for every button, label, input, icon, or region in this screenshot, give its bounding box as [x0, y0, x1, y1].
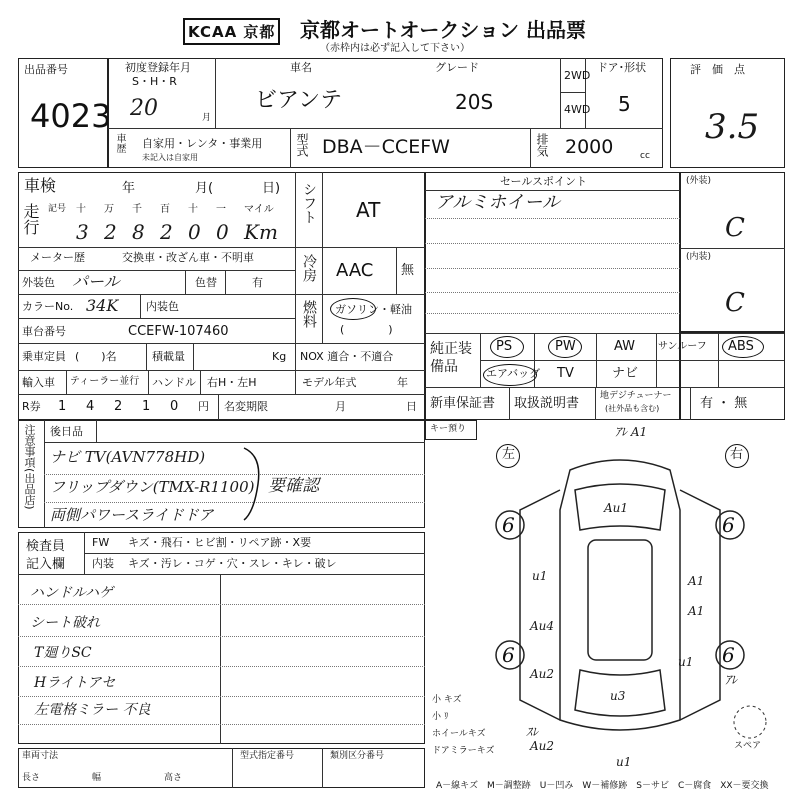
legend-3: ホイールキズ	[432, 729, 486, 739]
hgt-label: 高さ	[164, 773, 183, 783]
note-confirm: 要確認	[268, 476, 319, 496]
ext-color: パール	[72, 272, 120, 291]
svg-text:6: 6	[502, 513, 515, 537]
chassis-label: 車台番号	[22, 325, 66, 338]
mileage-unit: マイル	[244, 204, 274, 215]
cap-label: 乗車定員	[22, 350, 66, 363]
note-line-3: 両側パワースライドドア	[50, 506, 214, 524]
tax-digit: 1	[142, 399, 151, 414]
kind-label: 車歴	[114, 133, 125, 153]
fw-items: キズ・飛石・ヒビ割・リペア跡・X要	[128, 536, 312, 549]
pw-circle	[548, 336, 582, 358]
mark-5: A1	[688, 604, 705, 618]
after-item: 後日品	[50, 425, 83, 438]
paint-label: 色替	[195, 276, 217, 289]
mark-8: Au2	[530, 667, 555, 681]
len-label: 長さ	[22, 773, 41, 783]
doors-label: ドア･形状	[597, 61, 647, 74]
right-label: 右	[730, 447, 744, 462]
2wd-label: 2WD	[564, 69, 591, 82]
deadline-month: 月	[335, 400, 346, 413]
ac-none: 無	[401, 263, 415, 278]
kind-note: 未記入は自家用	[142, 153, 198, 162]
mark-1: ｱﾚ A1	[615, 425, 648, 439]
equip-sunroof: サンルーフ	[658, 341, 707, 352]
note-line-2: フリップダウン(TMX-R1100)	[50, 478, 255, 496]
checker-label: 検査員記入欄	[26, 539, 66, 572]
reg-label: 初度登録年月	[125, 61, 191, 74]
int-label: (内装)	[686, 252, 712, 262]
paint-value: 有	[252, 276, 263, 289]
mileage-unit: 一	[216, 204, 226, 215]
left-label: 左	[502, 447, 516, 462]
tax-digit: 1	[58, 399, 67, 414]
mileage-digit: 0	[216, 220, 229, 244]
car-name: ビアンテ	[255, 88, 343, 113]
mark-2: Au1	[604, 501, 629, 515]
mark-10: Au2	[530, 739, 555, 753]
damage-codes: A－線キズ M－調整跡 U－凹み W－補修跡 S－サビ C－腐食 XX－要交換	[436, 781, 769, 791]
shaken-year: 年	[122, 181, 136, 196]
abs-circle	[722, 336, 764, 358]
shaken-label: 車検	[24, 176, 57, 195]
grade-label: グレード	[435, 61, 479, 74]
mileage-digit: 2	[160, 220, 173, 244]
mileage-digit: 0	[188, 220, 201, 244]
color-no-label: カラーNo.	[22, 300, 74, 313]
mark-3: u1	[532, 569, 548, 583]
check-line-1: ハンドルハゲ	[30, 585, 114, 601]
shaken-month: 月(	[195, 181, 214, 196]
grade: 20S	[455, 90, 494, 114]
manual: 取扱説明書	[514, 396, 580, 411]
class-no-label: 類別区分番号	[330, 751, 385, 761]
deadline-day: 日	[406, 400, 417, 413]
mileage-unit: 万	[104, 204, 114, 215]
key-label: キー預り	[430, 424, 467, 434]
fuel-value: ガソリン・軽油	[335, 303, 412, 316]
doors: 5	[618, 92, 631, 116]
ps-circle	[490, 336, 524, 358]
tax-yen: 円	[198, 400, 209, 413]
displacement: 2000	[565, 136, 614, 158]
mark-9: u3	[610, 689, 626, 703]
model-year-label: モデル年式	[302, 376, 357, 389]
chassis-number: CCEFW-107460	[128, 324, 229, 339]
header-note: （赤枠内は必ず記入して下さい）	[320, 43, 470, 54]
mark-12: ｽﾚ	[526, 725, 539, 739]
svg-text:6: 6	[722, 513, 735, 537]
reg-era: S・H・R	[132, 75, 177, 88]
check-line-5: 左電格ミラー 不良	[34, 702, 151, 718]
color-no: 34K	[86, 296, 119, 315]
legend-4: ドアミラーキズ	[432, 746, 495, 756]
reg-month-unit: 月	[202, 113, 212, 123]
int-color-label: 内装色	[146, 300, 179, 313]
check-line-3: T廻りSC	[34, 645, 92, 661]
digital-note: (社外品も含む)	[605, 404, 660, 413]
meter-label: メーター歴	[30, 251, 85, 264]
notes-label: 注意事項(出品店)	[23, 424, 36, 510]
tax-digit: 0	[170, 399, 179, 414]
shift-value: AT	[356, 198, 381, 222]
ext-label: (外装)	[686, 176, 712, 186]
equip-ps: PS	[496, 339, 513, 354]
equip-airbag: エアバッグ	[486, 367, 541, 380]
mileage-digit: 2	[104, 220, 117, 244]
tax-digit: 4	[86, 399, 95, 414]
legend-1: 小 キズ	[432, 695, 462, 705]
int-score: C	[725, 288, 745, 318]
cap-paren: ( )名	[75, 350, 117, 363]
legend-2: 小 ﾘ	[432, 712, 449, 722]
import-dealer: ティーラー並行	[70, 376, 140, 387]
ext-color-label: 外装色	[22, 276, 55, 289]
size-label: 車両寸法	[22, 751, 59, 761]
reg-year: 20	[130, 96, 158, 121]
disp-label: 排気	[535, 133, 549, 157]
model-no-label: 型式指定番号	[240, 751, 295, 761]
warranty-book: 新車保証書	[430, 396, 496, 411]
type-label: 型式	[295, 133, 309, 157]
wid-label: 幅	[92, 773, 102, 783]
shift-label: シフト	[301, 182, 317, 224]
nox: NOX 適合・不適合	[300, 350, 394, 363]
score-value: 3.5	[705, 107, 760, 147]
mark-13: ｱﾚ	[725, 673, 738, 687]
kind: 自家用・レンタ・事業用	[142, 137, 263, 150]
fuel-circle	[330, 298, 376, 320]
car-name-label: 車名	[290, 61, 312, 74]
deadline-label: 名変期限	[224, 400, 268, 413]
brace-icon	[240, 446, 270, 522]
page-title: 京都オートオークション 出品票	[300, 18, 586, 42]
mileage-digit: 3	[76, 220, 89, 244]
spare-label: スペア	[734, 741, 762, 751]
ext-score: C	[725, 213, 745, 243]
meter-options: 交換車・改ざん車・不明車	[122, 251, 254, 264]
check-line-4: Hライトアセ	[34, 675, 116, 691]
equip-navi: ナビ	[612, 366, 639, 381]
mileage-unit: 十	[188, 204, 198, 215]
model-year-unit: 年	[397, 376, 408, 389]
shaken-day: 日)	[262, 181, 281, 196]
ac-label: 冷房	[301, 254, 317, 282]
ac-value: AAC	[336, 260, 374, 281]
tuner-yesno: 有 ・ 無	[700, 396, 748, 411]
mark-6: Au4	[530, 619, 555, 633]
mileage-label: 走行	[21, 203, 40, 235]
svg-text:6: 6	[502, 643, 515, 667]
mark-7: u1	[678, 655, 694, 669]
mark-4: A1	[688, 574, 705, 588]
lot-number: 4023	[30, 97, 112, 135]
equip-tv: TV	[557, 366, 574, 381]
tax-label: R券	[22, 400, 41, 413]
in-label: 内装	[92, 557, 114, 570]
spare-tire-icon	[732, 704, 768, 740]
import-label: 輸入車	[22, 376, 55, 389]
load-unit: Kg	[272, 350, 287, 363]
mileage-unit: 百	[160, 204, 170, 215]
digital-tuner: 地デジチューナー	[600, 391, 672, 401]
handle-value: 右H・左H	[207, 376, 257, 389]
check-line-2: シート破れ	[30, 615, 100, 631]
type: DBA－CCEFW	[322, 136, 450, 158]
4wd-label: 4WD	[564, 103, 591, 116]
equip-label: 純正装備品	[430, 341, 472, 375]
cc-unit: cc	[640, 151, 650, 161]
sales-point: アルミホイール	[435, 192, 560, 213]
airbag-circle	[483, 364, 537, 386]
lot-label: 出品番号	[24, 63, 68, 76]
mileage-note: 記号	[48, 204, 67, 214]
kcaa-logo: KCAA 京都	[183, 18, 280, 45]
load-label: 積載量	[152, 350, 185, 363]
fw-label: FW	[92, 536, 110, 549]
fuel-paren: ( )	[340, 323, 393, 336]
mileage-digit: Km	[244, 220, 278, 244]
score-label: 評 価 点	[690, 63, 745, 76]
mileage-unit: 千	[132, 204, 142, 215]
handle-label: ハンドル	[152, 376, 196, 389]
equip-abs: ABS	[728, 339, 754, 354]
sales-label: セールスポイント	[500, 175, 588, 188]
mileage-unit: 十	[76, 204, 86, 215]
mark-11: u1	[616, 755, 632, 769]
note-line-1: ナビ TV(AVN778HD)	[50, 448, 206, 466]
equip-pw: PW	[555, 339, 576, 354]
svg-text:6: 6	[722, 643, 735, 667]
car-diagram	[480, 430, 760, 780]
in-items: キズ・汚レ・コゲ・穴・スレ・キレ・破レ	[128, 557, 337, 570]
equip-aw: AW	[614, 339, 636, 354]
mileage-digit: 8	[132, 220, 145, 244]
fuel-label: 燃料	[301, 300, 317, 328]
tax-digit: 2	[114, 399, 123, 414]
